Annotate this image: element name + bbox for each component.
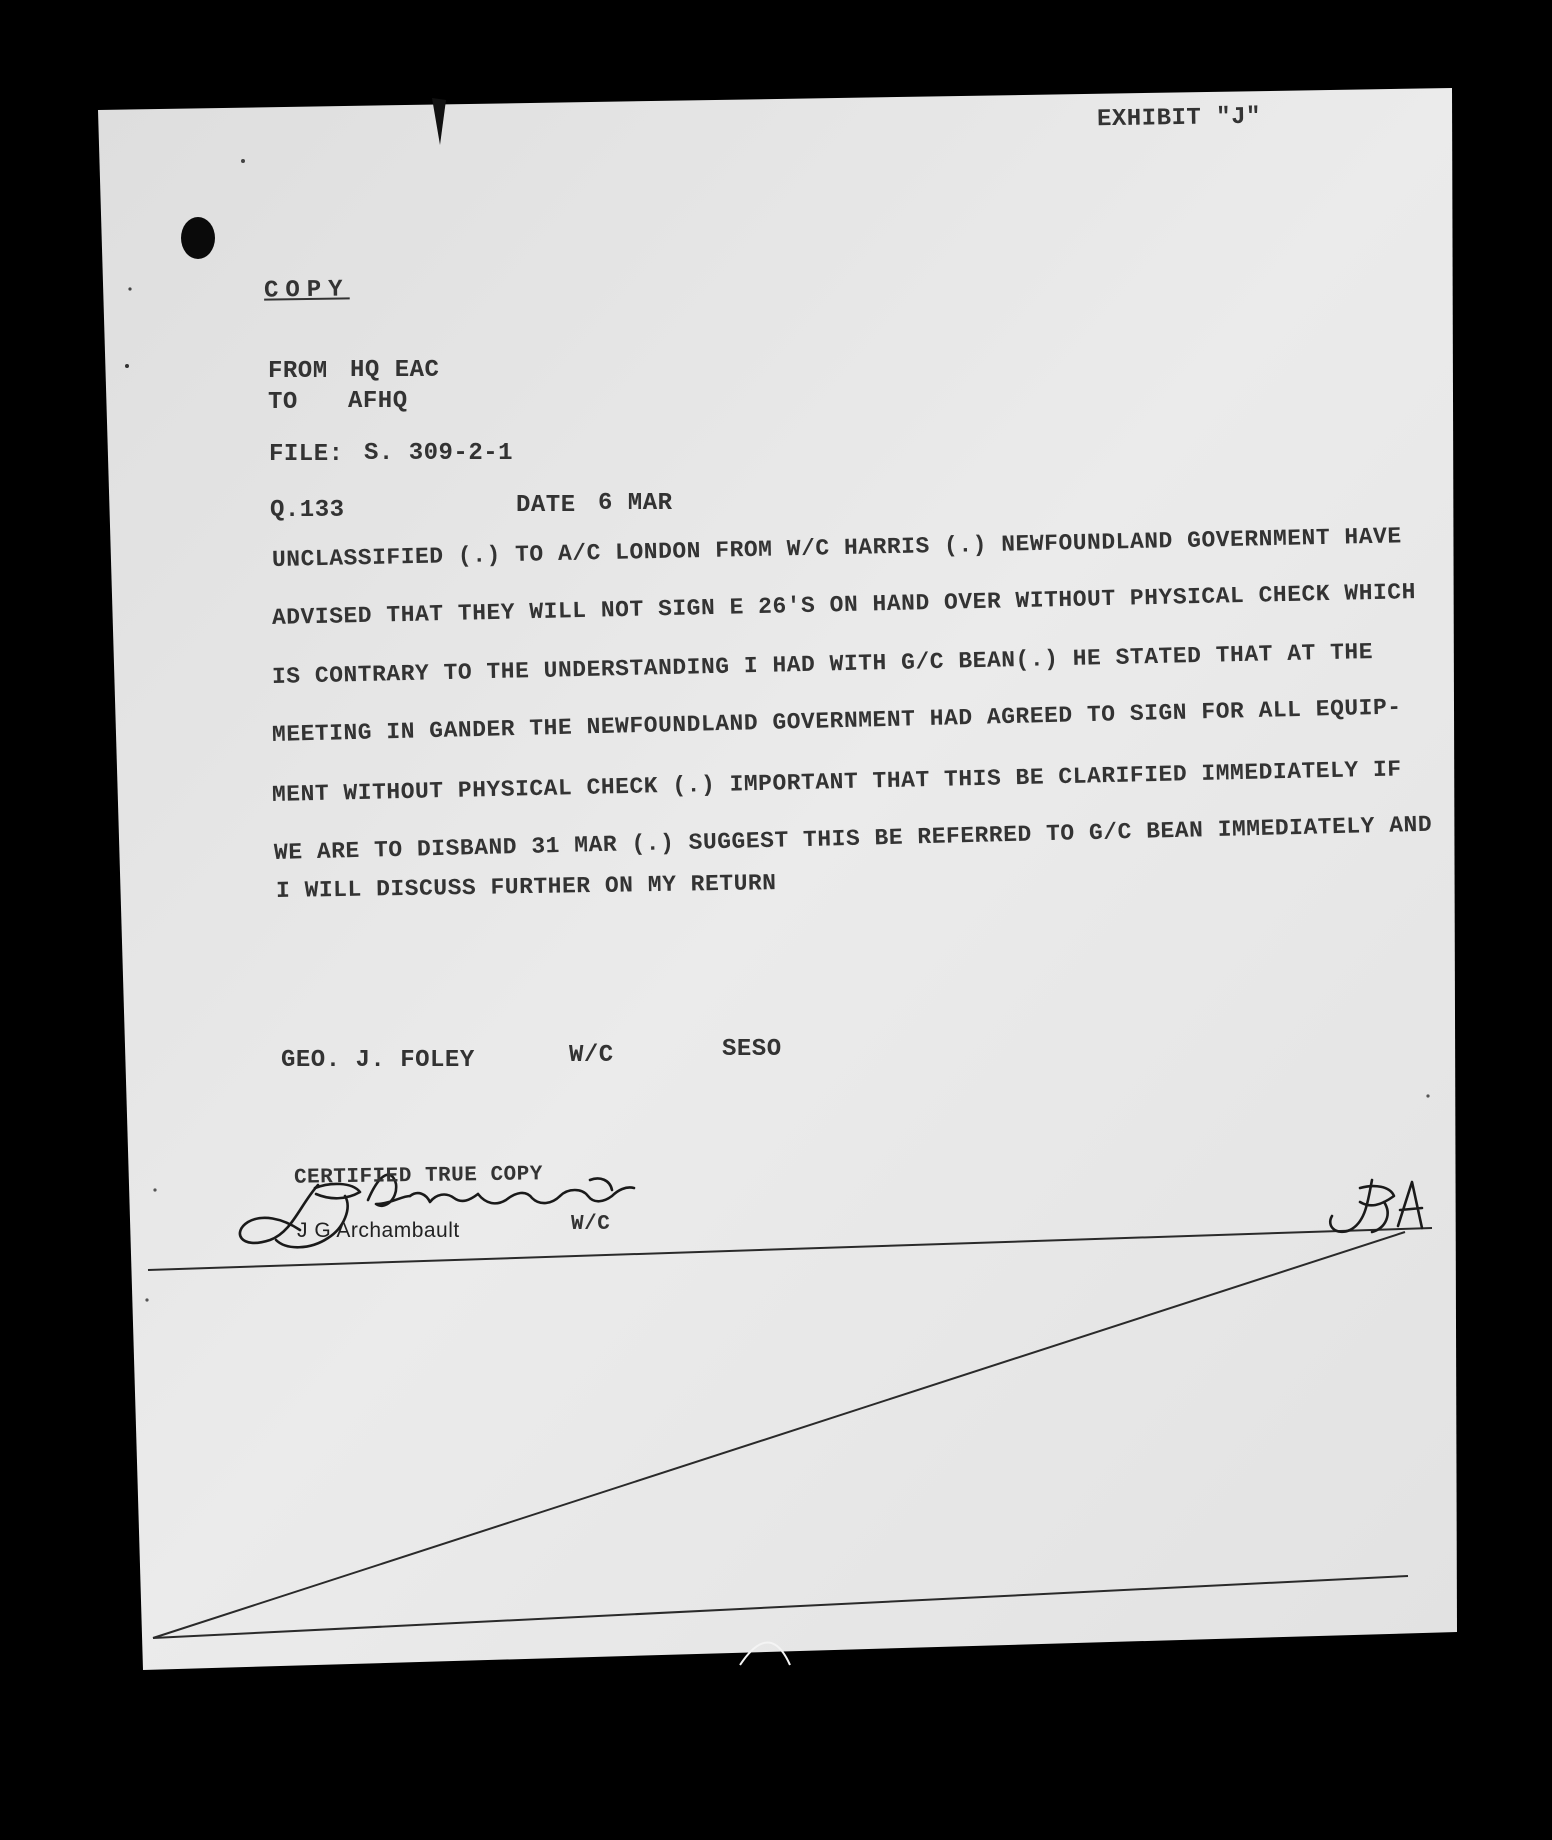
from-label: FROM bbox=[268, 358, 328, 385]
signature-title: SESO bbox=[722, 1036, 782, 1063]
certifier-rank: W/C bbox=[571, 1213, 611, 1236]
copy-heading: COPY bbox=[263, 276, 350, 305]
date-label: DATE bbox=[516, 492, 576, 519]
body-line-5: MENT WITHOUT PHYSICAL CHECK (.) IMPORTANT THAT THIS BE CLARIFIED IMMEDIATELY IF bbox=[271, 756, 1402, 808]
body-line-1: UNCLASSIFIED (.) TO A/C LONDON FROM W/C HARRIS (.) NEWFOUNDLAND GOVERNMENT HAVE bbox=[271, 523, 1402, 573]
signature-name: GEO. J. FOLEY bbox=[281, 1047, 475, 1074]
body-line-2: ADVISED THAT THEY WILL NOT SIGN E 26'S ON HAND OVER WITHOUT PHYSICAL CHECK WHICH bbox=[271, 579, 1417, 631]
signature-rank: W/C bbox=[569, 1042, 614, 1069]
exhibit-label: EXHIBIT "J" bbox=[1096, 103, 1262, 134]
certified-text: CERTIFIED TRUE COPY bbox=[293, 1163, 544, 1190]
body-line-7: I WILL DISCUSS FURTHER ON MY RETURN bbox=[275, 870, 777, 904]
body-line-4: MEETING IN GANDER THE NEWFOUNDLAND GOVERNMENT HAD AGREED TO SIGN FOR ALL EQUIP- bbox=[271, 694, 1402, 748]
body-line-6: WE ARE TO DISBAND 31 MAR (.) SUGGEST THIS BE REFERRED TO G/C BEAN IMMEDIATELY AND bbox=[273, 811, 1433, 866]
certifier-name: J G Archambault bbox=[297, 1219, 460, 1242]
file-label: FILE: bbox=[269, 441, 344, 468]
to-label: TO bbox=[268, 389, 298, 416]
date-value: 6 MAR bbox=[598, 490, 673, 517]
file-value: S. 309-2-1 bbox=[364, 440, 514, 467]
from-value: HQ EAC bbox=[350, 357, 440, 384]
punch-hole bbox=[181, 217, 215, 259]
to-value: AFHQ bbox=[348, 388, 408, 415]
message-number: Q.133 bbox=[270, 497, 345, 524]
body-line-3: IS CONTRARY TO THE UNDERSTANDING I HAD WITH G/C BEAN(.) HE STATED THAT AT THE bbox=[271, 639, 1374, 690]
